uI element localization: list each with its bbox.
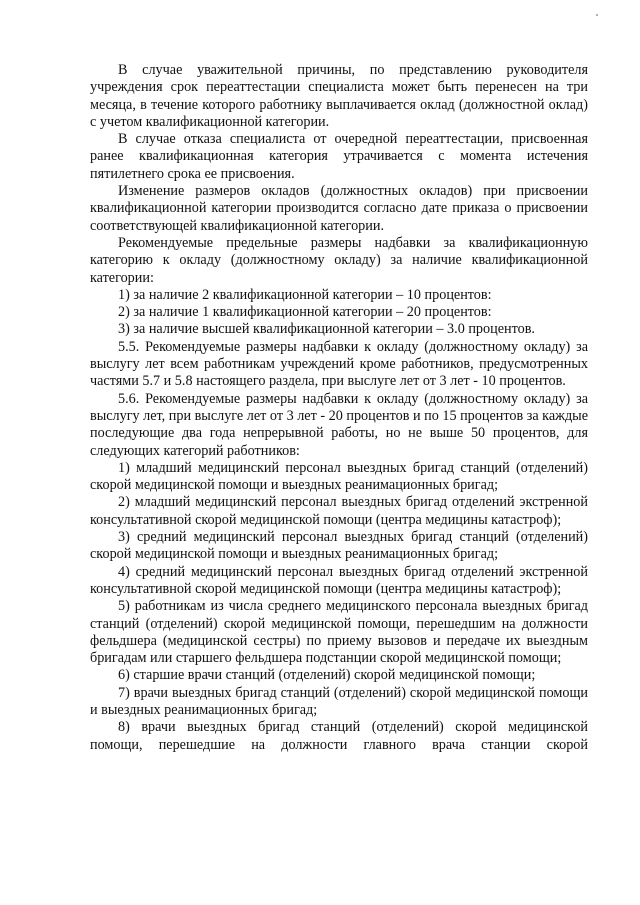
list-item-1: 1) младший медицинский персонал выездных бригад станций (отделений) скорой медицинской помощи и выездных реанимационных бригад; bbox=[90, 459, 588, 494]
list-item-2: 2) младший медицинский персонал выездных бригад отделений экстренной консультативной скорой медицинской помощи (центра медицины катастроф); bbox=[90, 494, 588, 528]
paragraph-refusal: В случае отказа специалиста от очередной переаттестации, присвоенная ранее квалификационная категория утрачивается с момента истечения пятилетнего срока ее присвоения. bbox=[90, 131, 588, 182]
list-item-category-2: 1) за наличие 2 квалификационной категории – 10 процентов: bbox=[118, 286, 492, 303]
section-5-5: 5.5. Рекомендуемые размеры надбавки к окладу (должностному окладу) за выслугу лет всем работникам учреждений кроме работников, предусмотренных частями 5.7 и 5.8 настоящего раздела, при выслуге лет от 3 лет - 10 процентов. bbox=[90, 338, 588, 390]
list-item-5: 5) работникам из числа среднего медицинского персонала выездных бригад станций (отделений) скорой медицинской помощи, перешедшим на должности фельдшера (медицинской сестры) по приему вызовов и передаче их выездным бригадам или старшего фельдшера подстанции скорой медицинской помощи; bbox=[90, 598, 588, 667]
list-item-7: 7) врачи выездных бригад станций (отделений) скорой медицинской помощи и выездных реанимационных бригад; bbox=[90, 684, 588, 718]
list-item-category-1: 2) за наличие 1 квалификационной категории – 20 процентов: bbox=[118, 304, 492, 321]
paragraph-category-bonus: Рекомендуемые предельные размеры надбавки за квалификационную категорию к окладу (должностному окладу) за наличие квалификационной категории: bbox=[90, 234, 588, 286]
paragraph-postponement: В случае уважительной причины, по представлению руководителя учреждения срок переаттестации специалиста может быть перенесен на три месяца, в течение которого работнику выплачивается оклад (должностной оклад) с учетом квалификационной категории. bbox=[90, 62, 588, 130]
list-item-6: 6) старшие врачи станций (отделений) скорой медицинской помощи; bbox=[118, 667, 536, 684]
scan-dot bbox=[596, 14, 598, 16]
list-item-3: 3) средний медицинский персонал выездных бригад станций (отделений) скорой медицинской помощи и выездных реанимационных бригад; bbox=[90, 529, 588, 563]
list-item-8: 8) врачи выездных бригад станций (отделений) скорой медицинской помощи, перешедшие на должности главного врача станции скорой bbox=[90, 719, 588, 753]
list-item-4: 4) средний медицинский персонал выездных бригад отделений экстренной консультативной скорой медицинской помощи (центра медицины катастроф); bbox=[90, 563, 588, 597]
document-page bbox=[90, 62, 588, 754]
paragraph-salary-change: Изменение размеров окладов (должностных окладов) при присвоении квалификационной категории производится согласно дате приказа о присвоении соответствующей квалификационной категории. bbox=[90, 183, 588, 234]
list-item-category-highest: 3) за наличие высшей квалификационной категории – 3.0 процентов. bbox=[118, 321, 535, 338]
section-5-6: 5.6. Рекомендуемые размеры надбавки к окладу (должностному окладу) за выслугу лет, при выслуге лет от 3 лет - 20 процентов и по 15 процентов за каждые последующие два года непрерывной работы, но не выше 50 процентов, для следующих категорий работников: bbox=[90, 390, 588, 459]
